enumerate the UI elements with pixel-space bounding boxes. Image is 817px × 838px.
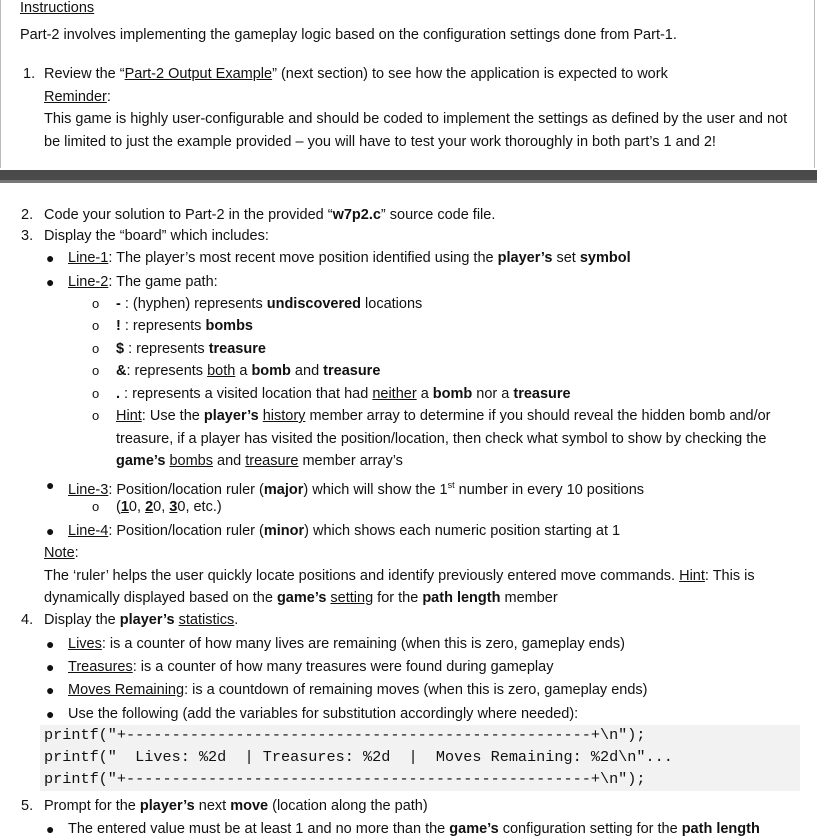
circle-bullet-icon: o xyxy=(92,386,100,401)
symbol-ampersand: &: represents both a bomb and treasure xyxy=(116,363,381,379)
note-line-2: dynamically displayed based on the game’s setting for the path length member xyxy=(44,590,558,606)
note-line-1: The ‘ruler’ helps the user quickly locate positions and identify previously entered move commands. Hint: This is xyxy=(44,568,755,584)
symbol-dot: . : represents a visited location that had neither a bomb nor a treasure xyxy=(116,386,571,402)
item-3-text: Display the “board” which includes: xyxy=(44,228,269,244)
circle-bullet-icon: o xyxy=(92,318,100,333)
line-3-desc: Line-3: Position/location ruler (major) which will show the 1st number in every 10 positions xyxy=(68,480,645,498)
circle-bullet-icon: o xyxy=(92,499,100,514)
bullet-icon: ● xyxy=(46,477,55,493)
line-1-desc: Line-1: The player’s most recent move position identified using the player’s set symbol xyxy=(68,250,631,266)
reminder-line-2: be limited to just the example provided – you will have to test your work thoroughly in both part’s 1 and 2! xyxy=(44,134,716,150)
ruler-example: (10, 20, 30, etc.) xyxy=(116,499,222,515)
bullet-icon: ● xyxy=(46,636,55,652)
item-5-number: 5. xyxy=(21,798,34,814)
move-validation-text: The entered value must be at least 1 and no more than the game’s configuration setting for the path length xyxy=(68,821,760,837)
stat-treasures: Treasures: is a counter of how many treasures were found during gameplay xyxy=(68,659,554,675)
line-4-desc: Line-4: Position/location ruler (minor) which shows each numeric position starting at 1 xyxy=(68,523,621,539)
item-2-text: Code your solution to Part-2 in the provided “w7p2.c” source code file. xyxy=(44,207,496,223)
reminder-label: Reminder: xyxy=(44,89,111,105)
item-1-text: Review the “Part-2 Output Example” (next section) to see how the application is expected to work xyxy=(44,66,668,82)
circle-bullet-icon: o xyxy=(92,341,100,356)
bullet-icon: ● xyxy=(46,250,55,266)
stat-lives: Lives: is a counter of how many lives are remaining (when this is zero, gameplay ends) xyxy=(68,636,625,652)
item-5-text: Prompt for the player’s next move (location along the path) xyxy=(44,798,428,814)
section-divider xyxy=(0,170,817,183)
item-3-number: 3. xyxy=(21,228,34,244)
symbol-bang: ! : represents bombs xyxy=(116,318,253,334)
code-line-2: printf(" Lives: %2d | Treasures: %2d | Moves Remaining: %2d\n"... xyxy=(44,748,673,766)
section-title: Instructions xyxy=(20,0,95,16)
source-file-name: w7p2.c xyxy=(332,207,381,223)
code-line-3: printf("+---------------------------------------------------+\n"); xyxy=(44,770,646,788)
use-following-text: Use the following (add the variables for substitution accordingly where needed): xyxy=(68,706,579,722)
item-4-number: 4. xyxy=(21,612,34,628)
note-label: Note: xyxy=(44,545,79,561)
line-2-desc: Line-2: The game path: xyxy=(68,274,218,290)
bullet-icon: ● xyxy=(46,274,55,290)
code-line-1: printf("+---------------------------------------------------+\n"); xyxy=(44,726,646,744)
circle-bullet-icon: o xyxy=(92,296,100,311)
bullet-icon: ● xyxy=(46,659,55,675)
item-2-number: 2. xyxy=(21,207,34,223)
part2-output-example-link[interactable]: Part-2 Output Example xyxy=(124,66,273,82)
symbol-hyphen: - : (hyphen) represents undiscovered locations xyxy=(116,296,423,312)
hint-line-2: treasure, if a player has visited the position/location, then check what symbol to show by checking the xyxy=(116,431,767,447)
circle-bullet-icon: o xyxy=(92,363,100,378)
symbol-dollar: $ : represents treasure xyxy=(116,341,266,357)
bullet-icon: ● xyxy=(46,821,55,837)
bullet-icon: ● xyxy=(46,523,55,539)
item-4-text: Display the player’s statistics. xyxy=(44,612,239,628)
bullet-icon: ● xyxy=(46,682,55,698)
hint-line-3: game’s bombs and treasure member array’s xyxy=(116,453,403,469)
item-1-number: 1. xyxy=(23,66,36,82)
reminder-line-1: This game is highly user-configurable and should be coded to implement the settings as defined by the user and not xyxy=(44,111,788,127)
bullet-icon: ● xyxy=(46,706,55,722)
intro-text: Part-2 involves implementing the gameplay logic based on the configuration settings done from Part-1. xyxy=(20,27,677,43)
stat-moves-remaining: Moves Remaining: is a countdown of remaining moves (when this is zero, gameplay ends) xyxy=(68,682,648,698)
circle-bullet-icon: o xyxy=(92,408,100,423)
hint-line-1: Hint: Use the player’s history member array to determine if you should reveal the hidden bomb and/or xyxy=(116,408,771,424)
